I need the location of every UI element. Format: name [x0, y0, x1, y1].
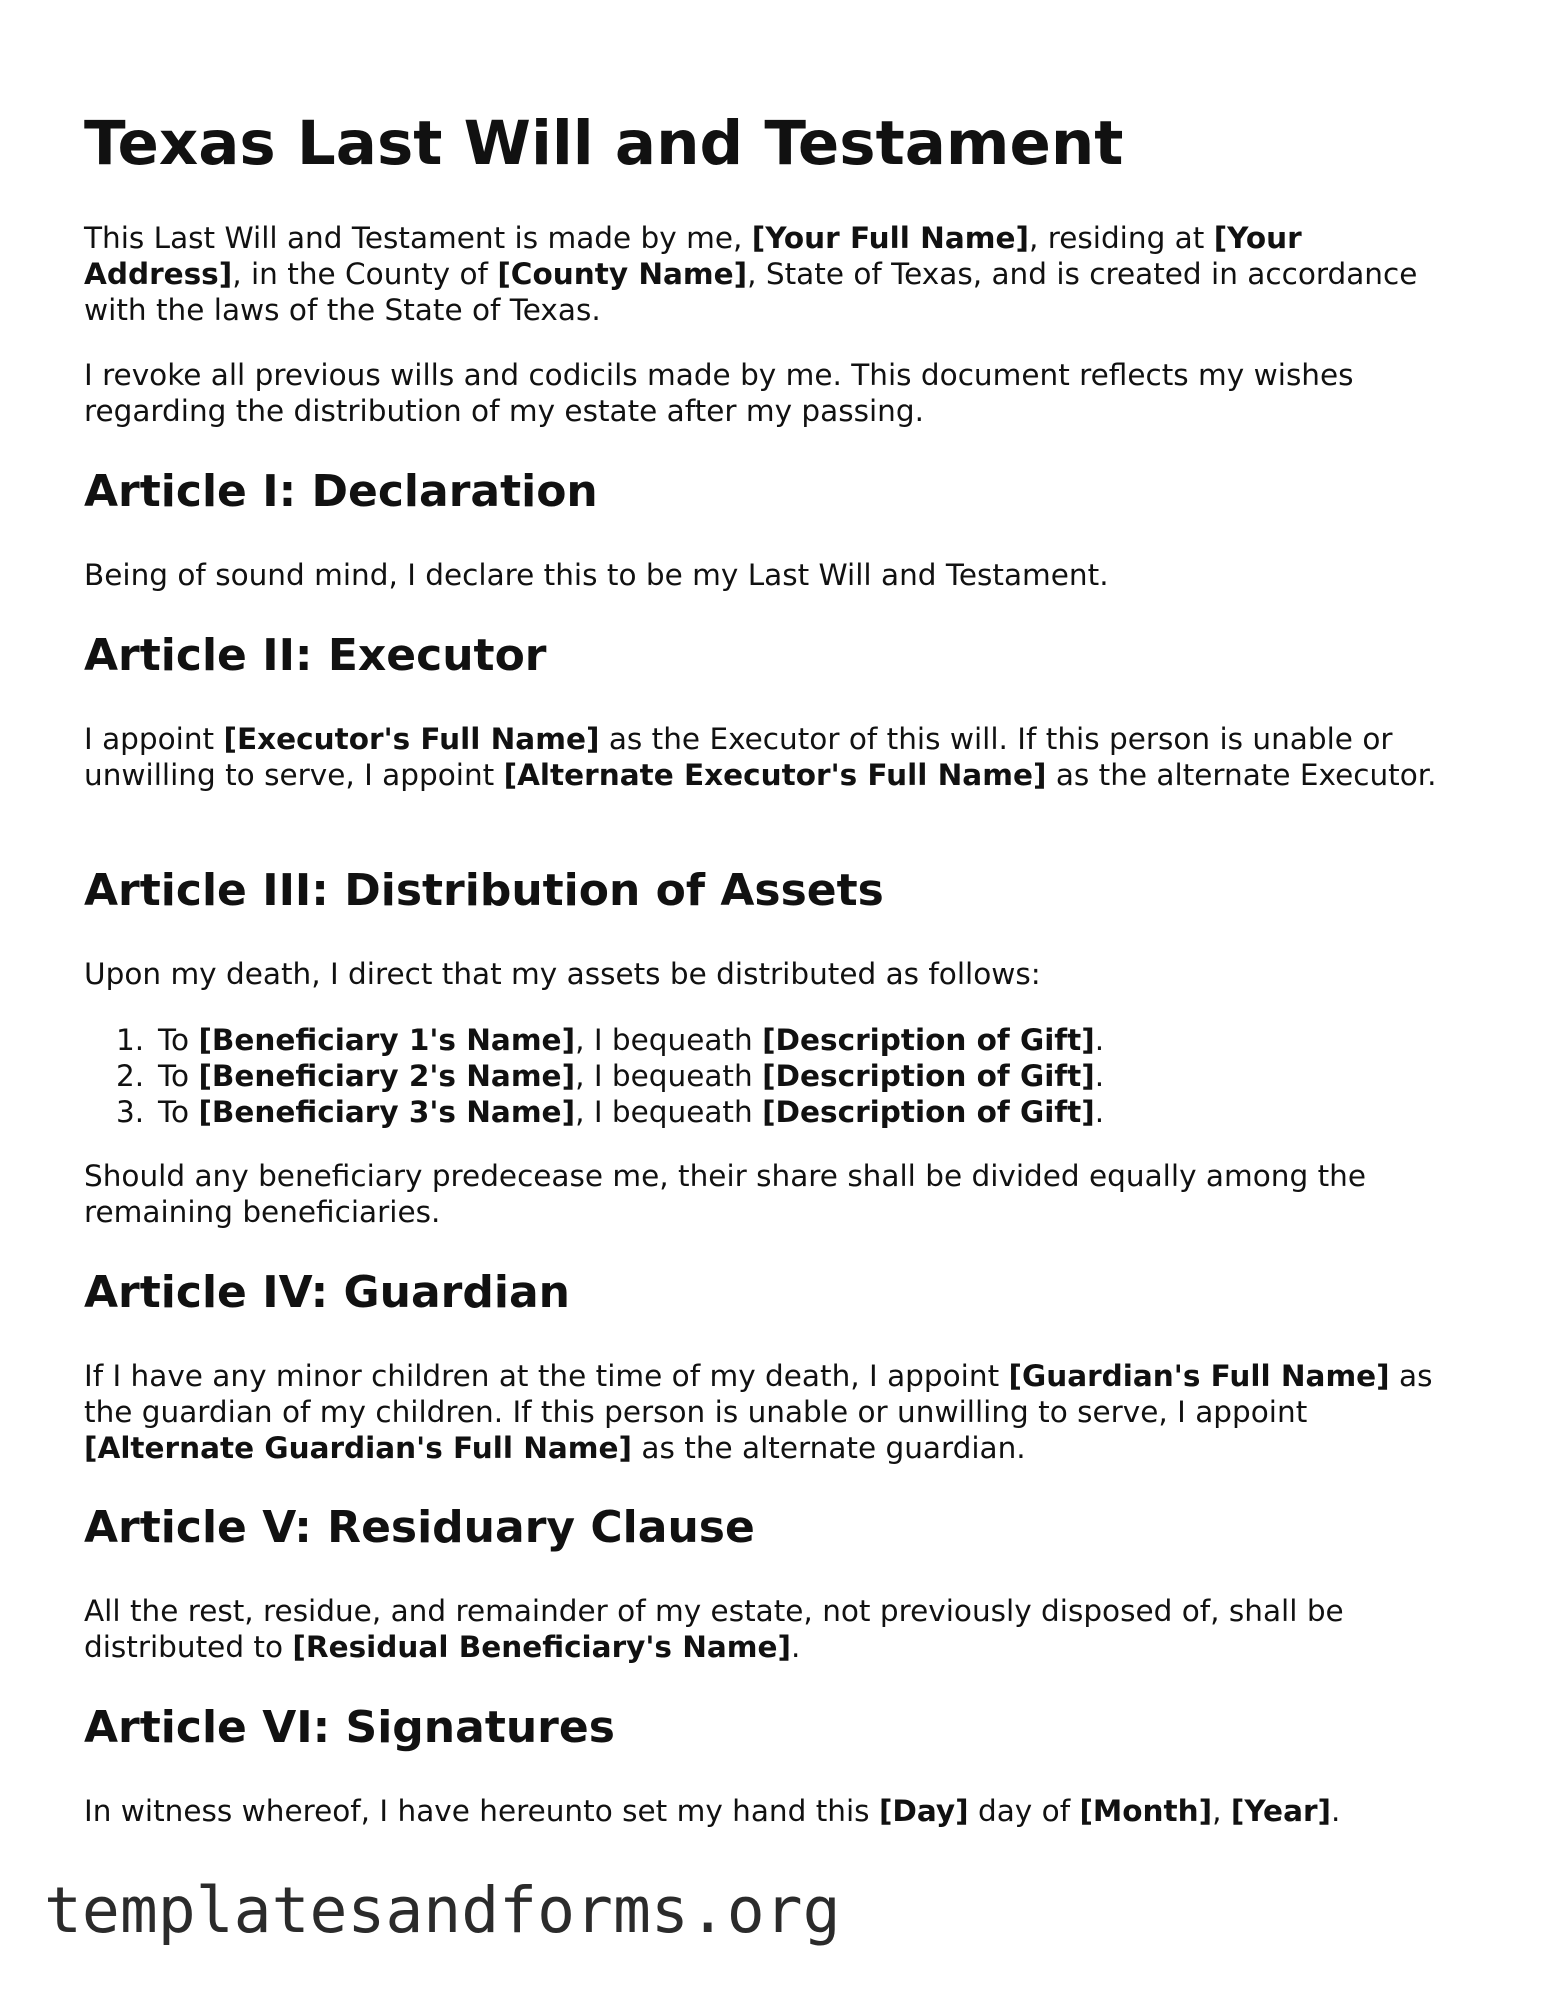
article-1-heading: Article I: Declaration: [84, 466, 598, 517]
list-item: 2. To [Beneficiary 2's Name], I bequeath [Description of Gift].: [116, 1059, 1105, 1093]
month-placeholder: [Month]: [1079, 1794, 1213, 1828]
revocation-paragraph: I revoke all previous wills and codicils made by me. This document reflects my wishes regarding the distribution of my estate after my passing.: [84, 358, 1354, 428]
gift-placeholder: [Description of Gift]: [762, 1023, 1095, 1057]
intro-paragraph: This Last Will and Testament is made by me, [Your Full Name], residing at [Your Address], in the County of [County Name], State of Texas, and is created in accordance with the laws of the State of Texas.: [84, 221, 1418, 327]
address-placeholder: [Your Address]: [84, 221, 1302, 291]
beneficiary-placeholder: [Beneficiary 2's Name]: [198, 1059, 576, 1093]
article-6-heading: Article VI: Signatures: [84, 1702, 615, 1753]
article-1-text: Being of sound mind, I declare this to be my Last Will and Testament.: [84, 558, 1109, 592]
alternate-guardian-placeholder: [Alternate Guardian's Full Name]: [84, 1431, 633, 1465]
article-4-heading: Article IV: Guardian: [84, 1267, 570, 1318]
article-2-text: I appoint [Executor's Full Name] as the Executor of this will. If this person is unable or unwilling to serve, I appoint [Alternate Executor's Full Name] as the alternate Executor.: [84, 722, 1437, 792]
day-placeholder: [Day]: [878, 1794, 969, 1828]
article-4-text: If I have any minor children at the time of my death, I appoint [Guardian's Full Name] as the guardian of my children. If this person is unable or unwilling to serve, I appoint [Alternate Guardian's Full Name] as the alternate guardian.: [84, 1359, 1433, 1465]
predecease-paragraph: Should any beneficiary predecease me, their share shall be divided equally among the remaining beneficiaries.: [84, 1159, 1366, 1229]
gift-placeholder: [Description of Gift]: [762, 1059, 1095, 1093]
article-3-heading: Article III: Distribution of Assets: [84, 865, 884, 916]
guardian-placeholder: [Guardian's Full Name]: [1008, 1359, 1390, 1393]
watermark: templatesandforms.org: [44, 1874, 841, 1947]
list-item: 1. To [Beneficiary 1's Name], I bequeath [Description of Gift].: [116, 1023, 1105, 1057]
year-placeholder: [Year]: [1230, 1794, 1332, 1828]
alternate-executor-placeholder: [Alternate Executor's Full Name]: [503, 758, 1047, 792]
article-2-heading: Article II: Executor: [84, 630, 547, 681]
beneficiary-placeholder: [Beneficiary 1's Name]: [198, 1023, 576, 1057]
article-5-text: All the rest, residue, and remainder of my estate, not previously disposed of, shall be distributed to [Residual Beneficiary's Name].: [84, 1594, 1344, 1664]
list-item: 3. To [Beneficiary 3's Name], I bequeath [Description of Gift].: [116, 1095, 1105, 1129]
beneficiary-placeholder: [Beneficiary 3's Name]: [198, 1095, 576, 1129]
executor-placeholder: [Executor's Full Name]: [223, 722, 600, 756]
bequest-list: [84, 1022, 1104, 1130]
full-name-placeholder: [Your Full Name]: [751, 221, 1029, 255]
article-5-heading: Article V: Residuary Clause: [84, 1502, 755, 1553]
article-6-text: In witness whereof, I have hereunto set my hand this [Day] day of [Month], [Year].: [84, 1794, 1341, 1828]
county-placeholder: [County Name]: [497, 257, 748, 291]
gift-placeholder: [Description of Gift]: [762, 1095, 1095, 1129]
page-title: Texas Last Will and Testament: [84, 108, 1124, 179]
residual-beneficiary-placeholder: [Residual Beneficiary's Name]: [292, 1630, 792, 1664]
article-3-intro: Upon my death, I direct that my assets be distributed as follows:: [84, 957, 1041, 991]
